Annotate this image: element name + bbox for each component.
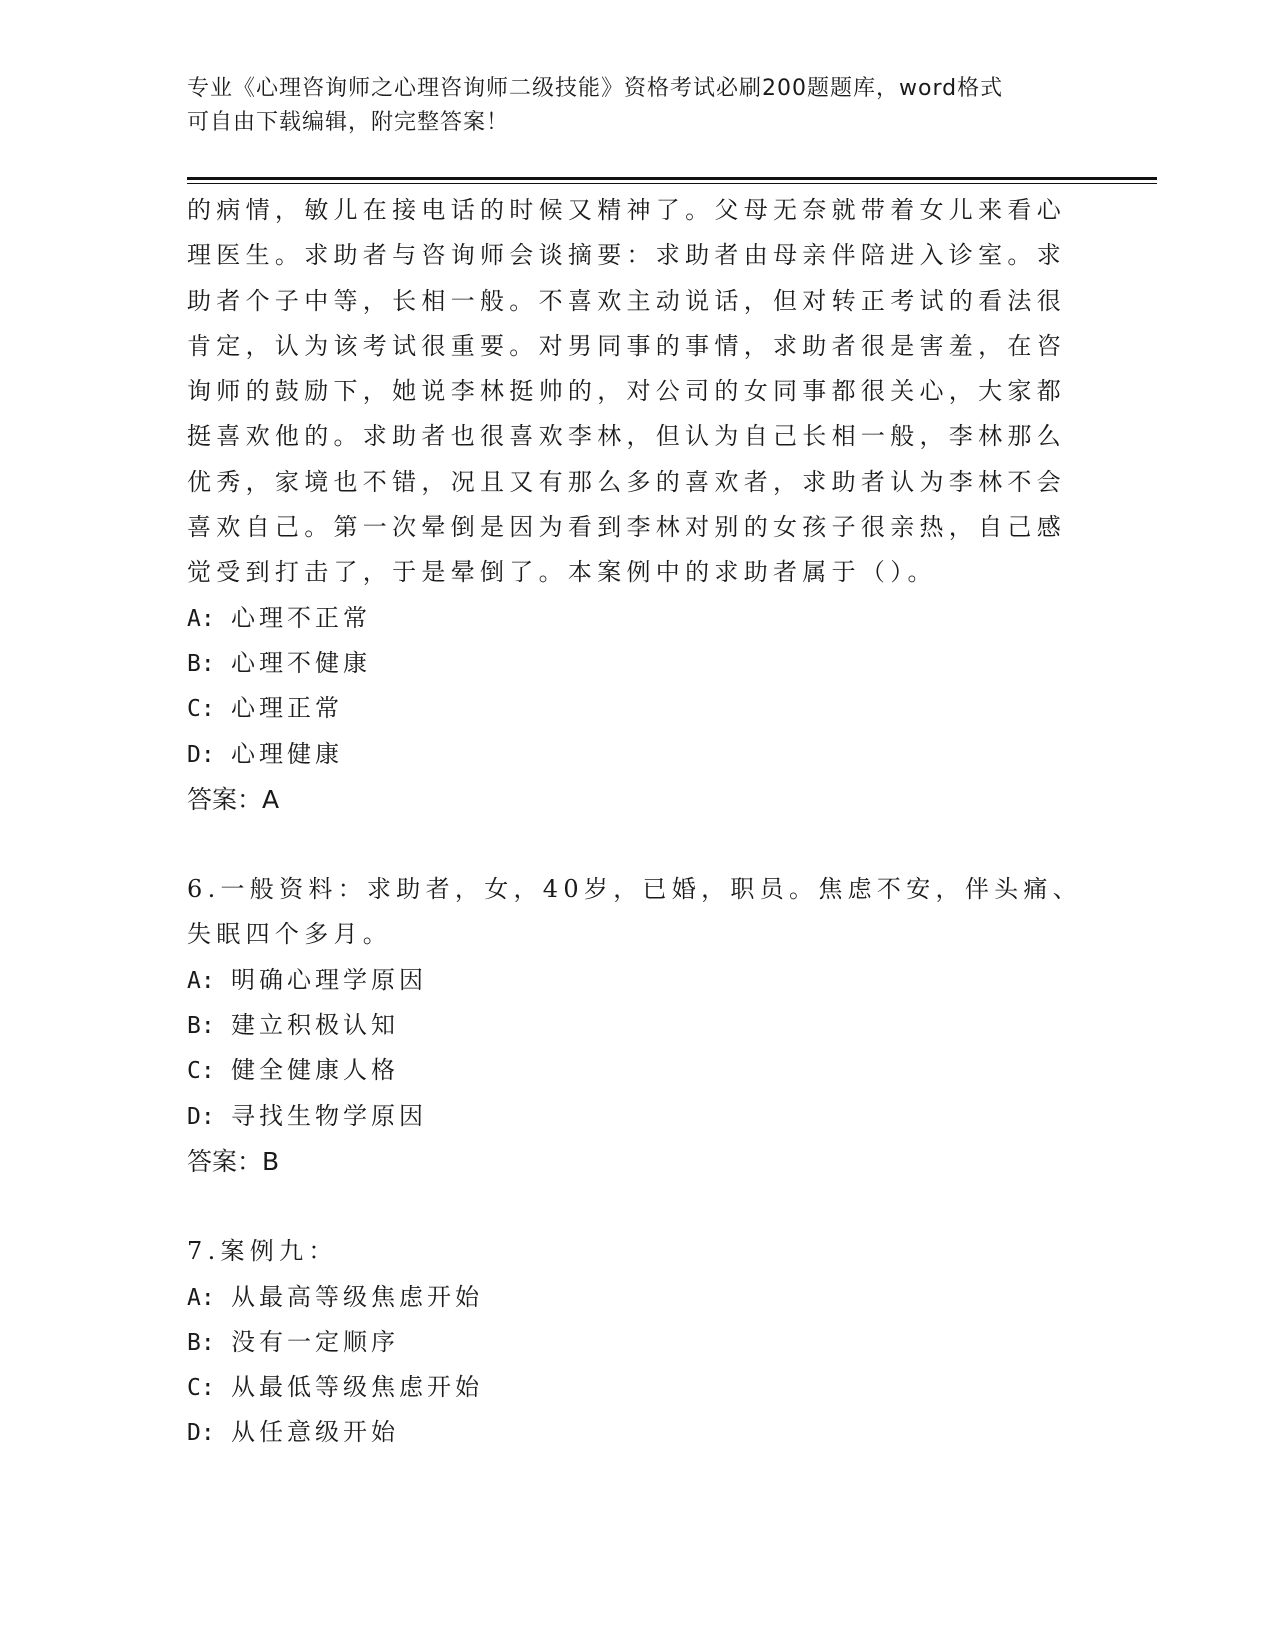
option-text: 健全健康人格 [231, 1056, 399, 1085]
question-5-text-line: 助者个子中等，长相一般。不喜欢主动说话，但对转正考试的看法很 [187, 286, 1066, 315]
question-5-text-line: 肯定，认为该考试很重要。对男同事的事情，求助者很是害羞，在咨 [187, 331, 1066, 360]
question-7-stem: 7.案例九： [187, 1237, 338, 1266]
option-letter: B: [187, 1329, 215, 1356]
spacer [187, 822, 1087, 867]
option-letter: D: [187, 1103, 215, 1130]
question-5-text-line: 的病情，敏儿在接电话的时候又精神了。父母无奈就带着女儿来看心 [187, 196, 1066, 224]
question-5-option-a [187, 596, 1087, 641]
header-title-line-1: 专业《心理咨询师之心理咨询师二级技能》资格考试必刷200题题库，word格式 [187, 76, 1004, 101]
question-5-option-b [187, 641, 1087, 686]
question-7-option-a [187, 1275, 1087, 1320]
option-letter: A: [187, 1284, 215, 1311]
option-text: 建立积极认知 [231, 1011, 399, 1040]
option-letter: B: [187, 650, 215, 677]
option-text: 寻找生物学原因 [231, 1101, 427, 1130]
question-6-option-d [187, 1094, 1087, 1139]
option-text: 心理不正常 [231, 603, 371, 632]
question-7 [187, 1229, 1087, 1455]
question-6-option-b [187, 1003, 1087, 1048]
question-7-option-c [187, 1365, 1087, 1410]
question-5-text-line: 喜欢自己。第一次晕倒是因为看到李林对别的女孩子很亲热，自己感 [187, 513, 1066, 542]
question-5-answer: 答案：A [187, 784, 280, 814]
question-5 [187, 188, 1087, 822]
option-text: 从最低等级焦虑开始 [231, 1373, 483, 1402]
option-text: 心理健康 [231, 739, 343, 768]
option-letter: C: [187, 1058, 215, 1085]
header-divider-thin [187, 183, 1157, 184]
option-letter: D: [187, 1420, 215, 1447]
header-divider-thick [187, 177, 1157, 180]
option-text: 明确心理学原因 [231, 965, 427, 994]
option-text: 从最高等级焦虑开始 [231, 1282, 483, 1311]
option-text: 没有一定顺序 [231, 1327, 399, 1356]
option-letter: A: [187, 967, 215, 994]
question-7-option-d [187, 1410, 1087, 1455]
question-5-text-line: 觉受到打击了，于是晕倒了。本案例中的求助者属于（）。 [187, 558, 937, 587]
option-letter: C: [187, 696, 215, 723]
option-letter: A: [187, 605, 215, 632]
question-6-answer: 答案：B [187, 1146, 280, 1176]
question-6-text-line: 6.一般资料：求助者，女，40岁，已婚，职员。焦虑不安，伴头痛、 [187, 875, 1083, 904]
question-5-option-c [187, 686, 1087, 731]
header-title-line-2: 可自由下载编辑，附完整答案！ [187, 110, 510, 135]
option-text: 心理不健康 [231, 648, 371, 677]
question-6-option-c [187, 1048, 1087, 1093]
question-6 [187, 867, 1087, 1184]
question-5-text-line: 挺喜欢他的。求助者也很喜欢李林，但认为自己长相一般，李林那么 [187, 422, 1066, 451]
question-5-text-line: 优秀，家境也不错，况且又有那么多的喜欢者，求助者认为李林不会 [187, 467, 1066, 496]
question-5-text-line: 理医生。求助者与咨询师会谈摘要：求助者由母亲伴陪进入诊室。求 [187, 241, 1066, 270]
document-body [187, 188, 1087, 1456]
page-header [187, 72, 1087, 140]
spacer [187, 1184, 1087, 1229]
question-6-text-line: 失眠四个多月。 [187, 920, 393, 949]
question-5-text-line: 询师的鼓励下，她说李林挺帅的，对公司的女同事都很关心，大家都 [187, 377, 1066, 406]
option-letter: D: [187, 741, 215, 768]
question-6-option-a [187, 958, 1087, 1003]
option-letter: B: [187, 1013, 215, 1040]
question-7-option-b [187, 1320, 1087, 1365]
option-text: 心理正常 [231, 694, 343, 723]
option-text: 从任意级开始 [231, 1418, 399, 1447]
question-5-option-d [187, 732, 1087, 777]
option-letter: C: [187, 1375, 215, 1402]
